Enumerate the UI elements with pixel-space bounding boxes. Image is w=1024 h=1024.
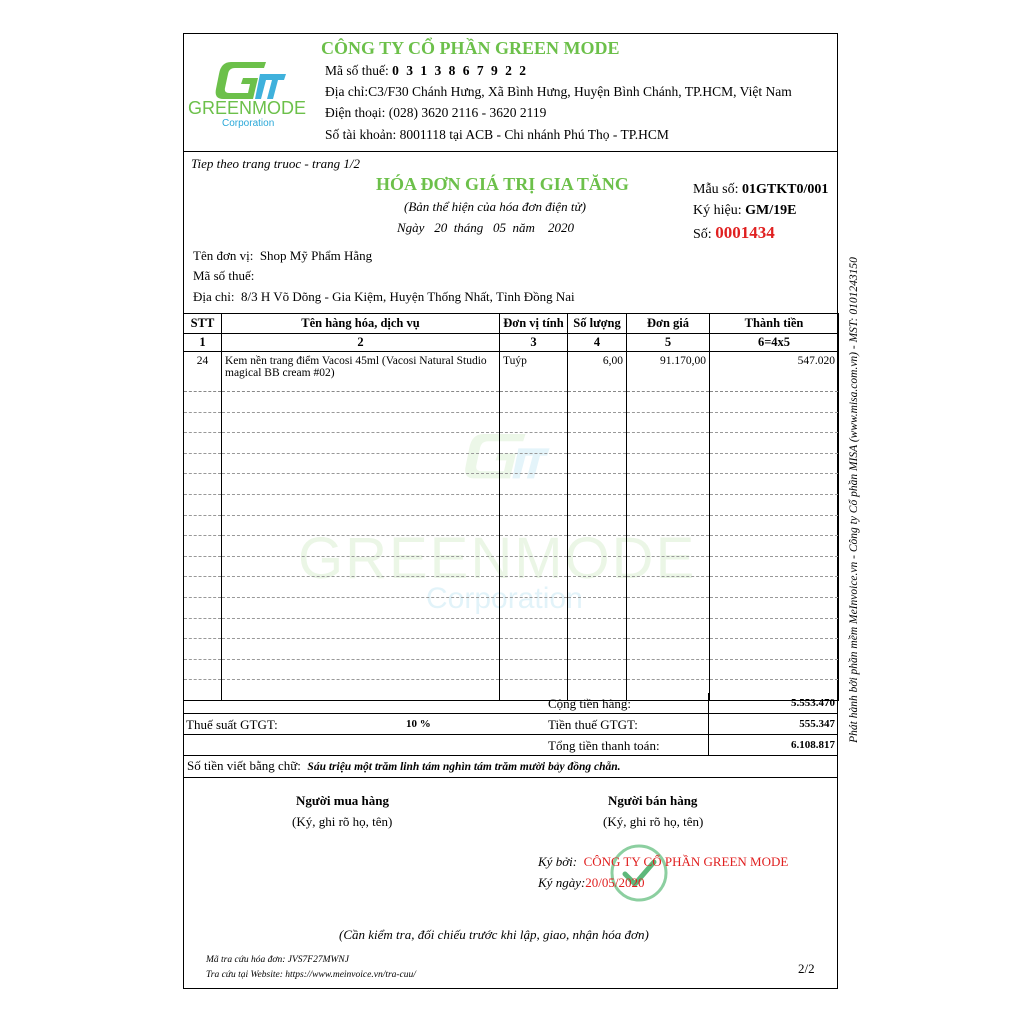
company-address: C3/F30 Chánh Hưng, Xã Bình Hưng, Huyện Bình Chánh, TP.HCM, Việt Nam [368,84,792,99]
index-cell: 5 [627,334,710,352]
header-unit-price: Đơn giá [627,314,710,334]
index-cell: 6=4x5 [710,334,839,352]
signed-by-line [538,854,788,870]
check-note: (Cần kiểm tra, đối chiếu trước khi lập, giao, nhận hóa đơn) [339,927,649,942]
index-cell: 1 [184,334,222,352]
subtotal-label: Cộng tiền hàng: [548,696,632,711]
words-divider [183,777,838,778]
header-divider [183,151,838,152]
empty-row [184,392,839,413]
company-tax-label: Mã số thuế: [325,63,389,78]
vertical-issuer-note: Phát hành bởi phần mềm MeInvoice.vn - Công ty Cổ phần MISA (www.misa.com.vn) - MST: 0101243150 [848,257,860,743]
buyer-tax-label: Mã số thuế: [193,268,255,283]
company-tax-code: 0 3 1 3 8 6 7 9 2 2 [392,63,528,78]
form-line [693,182,828,198]
signed-date: 20/05/2020 [585,875,645,890]
seller-signature-title: Người bán hàng [608,793,698,808]
row-unit-price: 91.170,00 [627,352,710,392]
subtotal-row [183,693,838,714]
subtotal-value: 5.553.470 [791,697,835,709]
buyer-signature-note: (Ký, ghi rõ họ, tên) [292,814,393,829]
index-cell: 2 [222,334,500,352]
amount-in-words-line [187,758,621,774]
empty-row [184,433,839,454]
company-phone: (028) 3620 2116 - 3620 2119 [388,105,547,120]
column-index-row [184,334,839,352]
row-unit: Tuýp [500,352,568,392]
vat-row [183,714,838,734]
buyer-signature-title: Người mua hàng [296,793,390,808]
symbol-label: Ký hiệu: [693,203,742,218]
signed-date-label: Ký ngày: [538,875,586,890]
buyer-address: 8/3 H Võ Dõng - Gia Kiệm, Huyện Thống Nhất, Tỉnh Đồng Nai [241,289,575,304]
empty-row [184,494,839,515]
amount-in-words-label: Số tiền viết bằng chữ: [187,758,301,773]
form-label: Mẫu số: [693,182,739,197]
seller-signature-note: (Ký, ghi rõ họ, tên) [603,814,704,829]
items-table [183,313,839,701]
empty-row [184,597,839,618]
empty-row [184,618,839,639]
symbol-value: GM/19E [745,203,797,218]
page-number: 2/2 [798,961,815,976]
header-quantity: Số lượng [568,314,627,334]
signed-date-line [538,875,645,891]
vat-rate-label: Thuế suất GTGT: [186,717,278,732]
header-item-name: Tên hàng hóa, dịch vụ [222,314,500,334]
watermark-subtext: Corporation [426,582,583,615]
signed-by: CÔNG TY CỔ PHẦN GREEN MODE [583,854,789,869]
total-value: 6.108.817 [791,739,835,751]
company-name: CÔNG TY CỔ PHẦN GREEN MODE [321,38,620,58]
row-amount: 547.020 [710,352,839,392]
invoice-subtitle: (Bản thể hiện của hóa đơn điện tử) [404,199,586,214]
table-header-row [184,314,839,334]
empty-row [184,474,839,495]
company-account-label: Số tài khoản: [325,127,397,142]
table-row [184,352,839,392]
buyer-unit-label: Tên đơn vị: [193,248,254,263]
invoice-date: Ngày 20 tháng 05 năm 2020 [397,220,574,235]
company-phone-label: Điện thoại: [325,105,386,120]
empty-row [184,659,839,680]
number-line [693,223,775,243]
logo-text: GREENMODE [188,98,307,118]
vat-value: 555.347 [799,718,835,730]
invoice-number: 0001434 [715,223,775,242]
empty-row [184,412,839,433]
buyer-address-label: Địa chỉ: [193,289,235,304]
index-cell: 4 [568,334,627,352]
signed-by-label: Ký bởi: [538,854,578,869]
empty-row [184,639,839,660]
company-phone-line [325,105,546,121]
row-stt: 24 [184,352,222,392]
continued-note: Tiep theo trang truoc - trang 1/2 [191,156,360,171]
empty-row [184,453,839,474]
empty-row [184,515,839,536]
empty-row [184,536,839,557]
buyer-tax-line [193,268,254,284]
number-label: Số: [693,227,712,242]
empty-row [184,577,839,598]
header-unit: Đơn vị tính [500,314,568,334]
row-item-name: Kem nền trang điểm Vacosi 45ml (Vacosi Natural Studio magical BB cream #02) [222,352,500,392]
greenmode-logo [188,56,313,128]
logo-subtext: Corporation [222,118,275,128]
signature-check-icon [608,842,670,904]
buyer-address-line [193,289,575,305]
lookup-code: Mã tra cứu hóa đơn: JVS7F27MWNJ [206,955,349,965]
company-address-line [325,84,792,100]
amount-in-words: Sáu triệu một trăm linh tám nghìn tám trăm mười bảy đồng chẵn. [307,761,621,773]
buyer-unit-line [193,248,372,264]
lookup-site: Tra cứu tại Website: https://www.meinvoice.vn/tra-cuu/ [206,970,416,980]
empty-row [184,556,839,577]
company-account-line [325,127,669,143]
invoice-title: HÓA ĐƠN GIÁ TRỊ GIA TĂNG [376,174,629,194]
buyer-unit: Shop Mỹ Phẩm Hằng [259,248,373,263]
company-account: 8001118 tại ACB - Chi nhánh Phú Thọ - TP.HCM [399,127,669,142]
row-quantity: 6,00 [568,352,627,392]
company-address-label: Địa chỉ: [325,84,369,99]
vat-label: Tiền thuế GTGT: [548,717,638,732]
total-label: Tổng tiền thanh toán: [548,738,660,753]
company-tax-line [325,63,528,79]
watermark-text: GREENMODE [298,526,697,591]
header-stt: STT [184,314,222,334]
vat-rate: 10 % [406,718,431,730]
symbol-line [693,203,796,219]
header-amount: Thành tiền [710,314,839,334]
index-cell: 3 [500,334,568,352]
form-value: 01GTKT0/001 [742,182,829,197]
total-row [183,734,838,756]
